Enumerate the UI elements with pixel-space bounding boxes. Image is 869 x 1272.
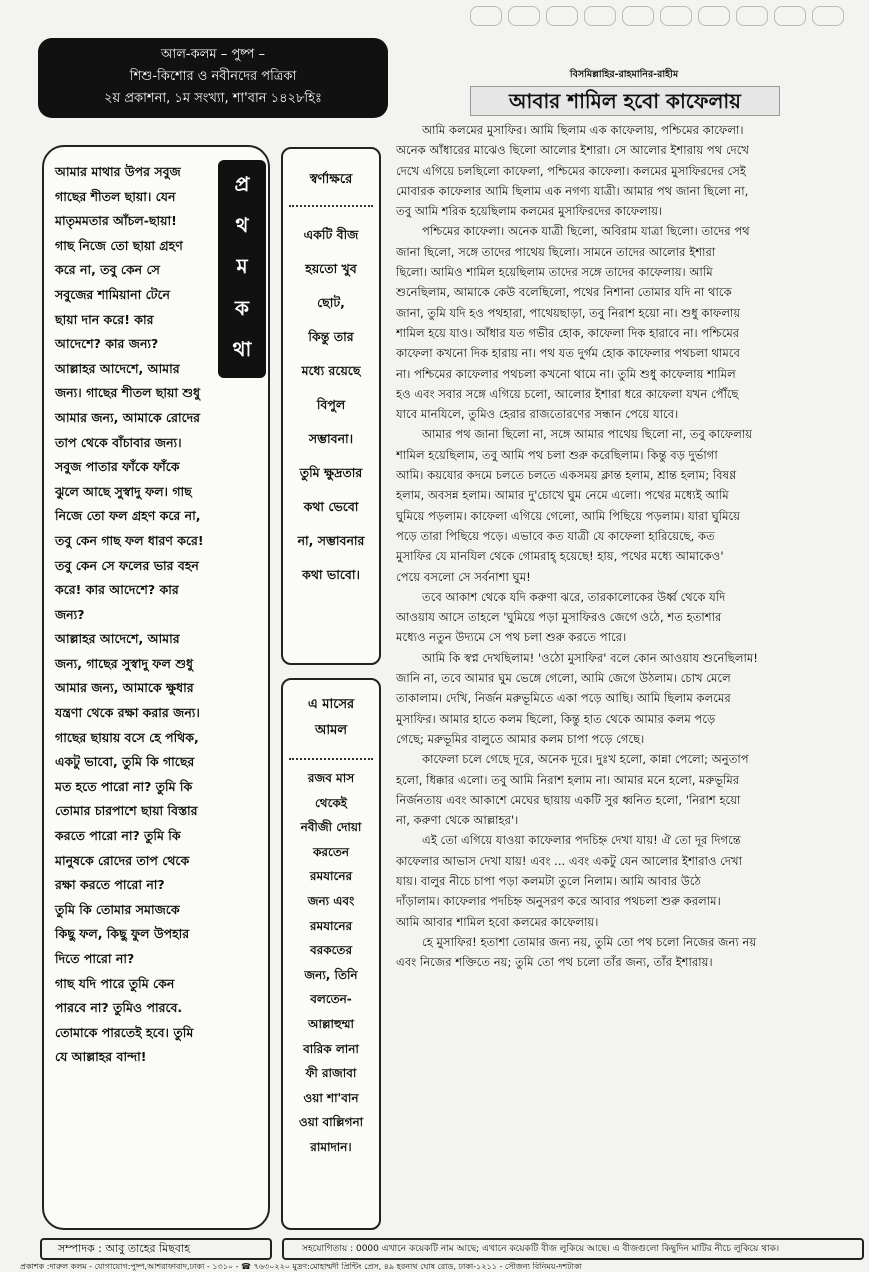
editorial-line: গাছ নিজে তো ছায়া গ্রহণ: [55, 237, 183, 253]
editorial-line: মাতৃমমতার আঁচল-ছায়া!: [55, 213, 177, 229]
golden-words-line: কিন্তু তার: [308, 329, 354, 344]
article-line: শুনেছিলাম, আমাকে কেউ বলেছিলো, পথের নিশানা তোমার যদি না থাকে: [396, 285, 732, 300]
month-amal-line: থেকেই: [314, 795, 348, 810]
article-line: পশ্চিমের কাফেলা। অনেক যাত্রী ছিলো, অবিরাম যাত্রা ছিলো। তাদের পথ: [422, 224, 750, 239]
month-amal-line: ফী রাজাবা: [305, 1066, 357, 1081]
golden-words-line: কথা ভাবো।: [302, 567, 360, 582]
editorial-line: আমার জন্য, আমাকে রোদের: [55, 409, 201, 425]
editorial-line: মত হতে পারো না? তুমি কি: [55, 778, 193, 794]
editorial-line: তোমাকে পারতেই হবে। তুমি: [55, 1024, 194, 1040]
golden-words-line: তুমি ক্ষুদ্রতার: [299, 465, 363, 480]
masthead-issue: ২য় প্রকাশনা, ১ম সংখ্যা, শা'বান ১৪২৮হিঃ: [104, 91, 322, 106]
month-amal-text: [284, 766, 378, 1160]
golden-words-line: কথা ভেবো: [303, 499, 359, 514]
article-line: কাফেলা কখনো দিক হারায় না। পথ যত দুর্গম হোক কাফেলার পথচলা থামবে: [396, 346, 740, 361]
editorial-line: কিছু ফল, কিছু ফুল উপহার: [55, 926, 190, 942]
month-amal-line: বরকতের: [309, 943, 353, 958]
editorial-line: যন্ত্রণা থেকে রক্ষা করার জন্য।: [55, 705, 200, 721]
month-amal-line: নবীজী দোয়া: [300, 820, 362, 835]
article-line: শামিল হয়ে যাও। আঁধার যত গভীর হোক, কাফেলা দিক হারাবে না। পশ্চিমের: [396, 325, 740, 340]
article-line: আমি কি স্বপ্ন দেখছিলাম! 'ওঠো মুসাফির' বলে কোন আওয়ায শুনেছিলাম!: [422, 650, 758, 665]
month-amal-line: ওয়া শা'বান: [303, 1090, 359, 1105]
article-line: আমি আবার শামিল হবো কলমের কাফেলায়।: [396, 914, 599, 929]
article-line: ঘুমিয়ে পড়লাম। কাফেলা এগিয়ে গেলো, আমি পিছিয়ে পড়লাম। যারা ঘুমিয়ে: [396, 508, 740, 523]
masthead: [38, 38, 388, 118]
editorial-line: আমার মাথার উপর সবুজ: [55, 164, 181, 179]
month-amal-heading-line: আমল: [314, 723, 348, 738]
month-amal-heading-line: এ মাসের: [307, 697, 355, 712]
article-line: জানা, তুমি যদি হও পথহারা, পাথেয়ছাড়া, তবু নিরাশ হয়ো না। শুধু কাফলায়: [396, 305, 741, 320]
golden-words-line: একটি বীজ: [303, 227, 359, 242]
golden-words-divider: [289, 205, 373, 207]
masthead-title: আল-কলম – পুষ্প –: [161, 47, 265, 62]
month-amal-line: বলতেন-: [310, 992, 352, 1007]
editorial-line: মানুষকে রোদের তাপ থেকে: [55, 852, 190, 868]
article-line: না। পশ্চিমের কাফেলার পথচলা কখনো থামে না। তুমি শুধু কাফেলায় শামিল: [396, 366, 736, 381]
article-line: গেছে; মরুভূমির বালুতে আমার কলম চাপা পড়ে গেছে।: [396, 731, 645, 746]
article-line: দাঁড়ালাম। কাফেলার পদচিহ্ন অনুসরণ করে আবার পথচলা শুরু করলাম।: [396, 894, 721, 909]
editorial-line: পারবে না? তুমিও পারবে.: [55, 1000, 183, 1016]
editor-credit: সম্পাদক : আবু তাহের মিছবাহ: [40, 1238, 272, 1260]
article-line: কাফেলা চলে গেছে দূরে, অনেক দূরে। দুঃখ হলো, কান্না পেলো; অনুতাপ: [422, 752, 749, 767]
article-line: আওয়ায আসে তাহলে 'ঘুমিয়ে পড়া মুসাফিরও জেগে ওঠে, শত হতাশার: [396, 610, 722, 625]
month-amal-line: বারিক লানা: [303, 1041, 359, 1056]
month-amal-line: ওয়া বাল্লিগনা: [298, 1115, 364, 1130]
editorial-line: তবু কেন সে ফলের ভার বহন: [55, 557, 199, 573]
month-amal-line: রামাদান।: [310, 1139, 352, 1154]
month-amal-line: করতেন: [313, 844, 349, 859]
golden-words-line: বিপুল: [316, 397, 346, 412]
article-line: ছিলো। আমিও শামিল হয়েছিলাম তাদের সঙ্গে তাদের কাফেলায়। আমি: [396, 265, 713, 280]
article-line: আমি কলমের মুসাফির। আমি ছিলাম এক কাফেলায়, পশ্চিমের কাফেলা।: [422, 123, 744, 137]
masthead-subtitle: শিশু-কিশোর ও নবীনদের পত্রিকা: [129, 69, 297, 84]
editorial-line: গাছের শীতল ছায়া। যেন: [55, 188, 176, 204]
editorial-line: রক্ষা করতে পারো না?: [55, 877, 165, 893]
editorial-line: তবু কেন গাছ ফল ধারণ করে!: [55, 532, 204, 548]
article-line: নির্জনতায় এবং আকাশে মেঘের ছায়ায় একটি সুর ধ্বনিত হলো, 'নিরাশ হয়ো: [396, 792, 741, 807]
article-line: তাকালাম। দেখি, নির্জন মরুভূমিতে একা পড়ে আছি। আমি ছিলাম কলমের: [396, 691, 731, 706]
golden-words-line: মধ্যে রয়েছে: [301, 363, 361, 378]
cooperation-credit: সহযোগিতায় : 0000 এখানে কয়েকটি নাম আছে; এখানে কয়েকটি বীজ লুকিয়ে আছে। এ বীজগুলো কিছুদিন মাটির নীচে লুকিয়ে থাক।: [282, 1238, 864, 1260]
editorial-line: ছায়া দান করে! কার: [55, 311, 154, 327]
editorial-line: আমার জন্য, আমাকে ক্ষুধার: [55, 680, 194, 696]
article-line: কাফেলার আভাস দেখা যায়! এবং ... এবং একটু যেন আলোর ইশারাও দেখা: [396, 853, 742, 868]
article-line: যায়। বালুর নীচে চাপা পড়া কলমটা তুলে নিলাম। আমি আবার উঠে: [396, 873, 701, 888]
editorial-line: করে না, তবু কেন সে: [55, 262, 160, 278]
editorial-line: নিজে তো ফল গ্রহণ করে না,: [55, 508, 201, 524]
editorial-line: সবুজ পাতার ফাঁকে ফাঁকে: [55, 459, 180, 475]
article-line: যাবে মানযিলে, তুমিও হেরার রাজতোরণের সন্ধান পেয়ে যাবে।: [396, 407, 679, 422]
month-amal-line: জন্য, তিনি: [304, 967, 358, 982]
month-amal-heading: [284, 692, 378, 744]
bismillah: বিসমিল্লাহির-রাহমানির-রাহীম: [569, 69, 679, 80]
sidebar-label-letter: প্র: [234, 172, 250, 197]
article-title: আবার শামিল হবো কাফেলায়: [470, 86, 780, 116]
article-line: হে মুসাফির! হতাশা তোমার জন্য নয়, তুমি তো পথ চলো নিজের জন্য নয়: [422, 934, 757, 949]
article-line: মুসাফির। আমার হাতে কলম ছিলো, কিন্তু হাত থেকে আমার কলম পড়ে: [396, 711, 716, 726]
golden-words-line: ছোট,: [317, 295, 345, 310]
editorial-line: তাপ থেকে বাঁচাবার জন্য।: [55, 434, 182, 450]
editorial-line: একটু ভাবো, তুমি কি গাছের: [55, 754, 195, 770]
page-number-strip: [470, 6, 865, 28]
month-amal-line: রমযানের: [309, 869, 353, 884]
sidebar-label-first-word: [218, 160, 266, 378]
article-body: [396, 120, 858, 972]
article-line: আমি। কয়যোর কদমে চলতে চলতে একসময় ক্লান্ত হলাম, শ্রান্ত হলাম; বিষণ্ণ: [396, 468, 737, 483]
article-line: তবে আকাশ থেকে যদি করুণা ঝরে, তারকালোকের উর্ধ্ব থেকে যদি: [422, 589, 726, 604]
article-line: অনেক আঁধারের মাঝেও ছিলো আলোর ইশারা। সে আলোর ইশারায় পথ দেখে: [396, 143, 750, 158]
editorial-line: আদেশে? কার জন্য?: [55, 336, 159, 352]
article-line: না, করুণা থেকে আল্লাহর'।: [396, 813, 519, 828]
month-amal-divider: [289, 758, 373, 760]
sidebar-label-letter: ম: [236, 254, 248, 279]
month-amal-line: রমযানের: [309, 918, 353, 933]
editorial-line: করে! কার আদেশে? কার: [55, 582, 179, 598]
editorial-line: জন্য। গাছের শীতল ছায়া শুধু: [55, 385, 201, 401]
article-line: হলাম, অবসন্ন হলাম। আমার দু'চোখে ঘুম নেমে এলো। পথের মধ্যেই আমি: [396, 488, 729, 503]
article-line: হও এবং সবার সঙ্গে এগিয়ে চলো, আলোর ইশারা ধরে কাফেলা যখন পৌঁছে: [396, 386, 739, 401]
editorial-line: যে আল্লাহর বান্দা!: [55, 1049, 147, 1065]
golden-words-text: [284, 218, 378, 592]
article-line: পেয়ে বসলো সে সর্বনাশা ঘুম!: [396, 569, 531, 584]
editorial-line: দিতে পারো না?: [55, 951, 135, 966]
editorial-line: জন্য, গাছের সুস্বাদু ফল শুধু: [55, 655, 193, 671]
editorial-line: গাছের ছায়ায় বসে হে পথিক,: [55, 729, 199, 745]
article-line: দেখে এগিয়ে চলছিলো কাফেলা, পশ্চিমের কাফেলা। কলমের মুসাফিরদের সেই: [396, 163, 746, 178]
article-line: মধ্যেও নতুন উদ্যমে সে পথ চলা শুরু করতে পারে।: [396, 630, 627, 645]
article-line: শামিল হয়েছিলাম, তবু আমি পথ চলা শুরু করেছিলাম। কিন্তু বড় দুর্ভাগা: [396, 447, 718, 462]
article-line: মোবারক কাফেলার আমি ছিলাম এক নগণ্য যাত্রী। আমার পথ জানা ছিলো না,: [396, 183, 749, 198]
article-line: জানি না, তবে আমার ঘুম ভেঙ্গে গেলো, আমি জেগে উঠলাম। চোখ মেলে: [396, 671, 731, 686]
article-line: আমার পথ জানা ছিলো না, সঙ্গে আমার পাথেয় ছিলো না, তবু কাফেলায়: [422, 427, 753, 442]
article-line: পড়ে তারা পিছিয়ে পড়ে। এভাবে কত যাত্রী যে কাফেলা হারিয়েছে, কত: [396, 528, 715, 543]
golden-words-line: সম্ভাবনা।: [308, 431, 354, 446]
article-line: তবু আমি শরিক হয়েছিলাম কলমের মুসাফিরদের কাফেলায়।: [396, 204, 663, 219]
article-line: মুসাফির যে মানযিল থেকে গোমরাহ্‌ হয়েছে! হায়, পথের মধ্যে আমাকেও': [396, 549, 724, 564]
article-line: এই তো এগিয়ে যাওয়া কাফেলার পদচিহ্ন দেখা যায়! ঐ তো দূর দিগন্তে: [422, 833, 741, 848]
golden-words-line: না, সম্ভাবনার: [297, 533, 365, 548]
editorial-line: আল্লাহর আদেশে, আমার: [55, 360, 180, 376]
golden-words-heading: স্বর্ণাক্ষরে: [309, 172, 353, 187]
article-line: জানা ছিলো, সঙ্গে তাদের পাথেয় ছিলো। সামনে তাদের আলোর ইশারা: [396, 244, 716, 259]
editorial-line: তুমি কি তোমার সমাজকে: [55, 901, 180, 917]
month-amal-line: আল্লাহুম্মা: [307, 1016, 355, 1031]
editorial-line: জন্য?: [55, 606, 85, 622]
month-amal-line: জন্য এবং: [307, 893, 355, 908]
sidebar-label-letter: ক: [235, 295, 249, 320]
editorial-line: করতে পারো না? তুমি কি: [55, 828, 181, 844]
editorial-line: তোমার চারপাশে ছায়া বিস্তার: [55, 803, 198, 819]
editorial-line: ঝুলে আছে সুস্বাদু ফল। গাছ: [55, 483, 192, 499]
editorial-line: সবুজের শামিয়ানা টেনে: [55, 286, 170, 302]
article-line: হলো, ধিক্কার এলো। তবু আমি নিরাশ হলাম না। আমার মনে হলো, মরুভূমির: [396, 772, 740, 787]
golden-words-line: হয়তো খুব: [305, 261, 357, 276]
sidebar-label-letter: থ: [235, 213, 249, 238]
editorial-line: গাছ যদি পারে তুমি কেন: [55, 975, 175, 991]
editorial-line: আল্লাহর আদেশে, আমার: [55, 631, 180, 647]
publisher-line: প্রকাশক :দারুল কলম - যোগাযোগ:পুষ্প,আশরাফাবাদ,ঢাকা - ১৩১০ - ☎ ৭৬৩০২২০ মুদ্রণ:মোহাম্মদী প্রিন্টিং প্রেস, ৪৯ হরনাথ ঘোষ রোড, ঢাকা-১২১১ - সৌজন্য বিনিময়-দশটাকা: [20, 1262, 582, 1271]
month-amal-line: রজব মাস: [307, 771, 355, 785]
article-line: এবং নিজের শক্তিতে নয়; তুমি তো পথ চলো তাঁর জন্য, তাঁর ইশারায়।: [396, 955, 713, 970]
sidebar-label-letter: থা: [232, 336, 252, 361]
